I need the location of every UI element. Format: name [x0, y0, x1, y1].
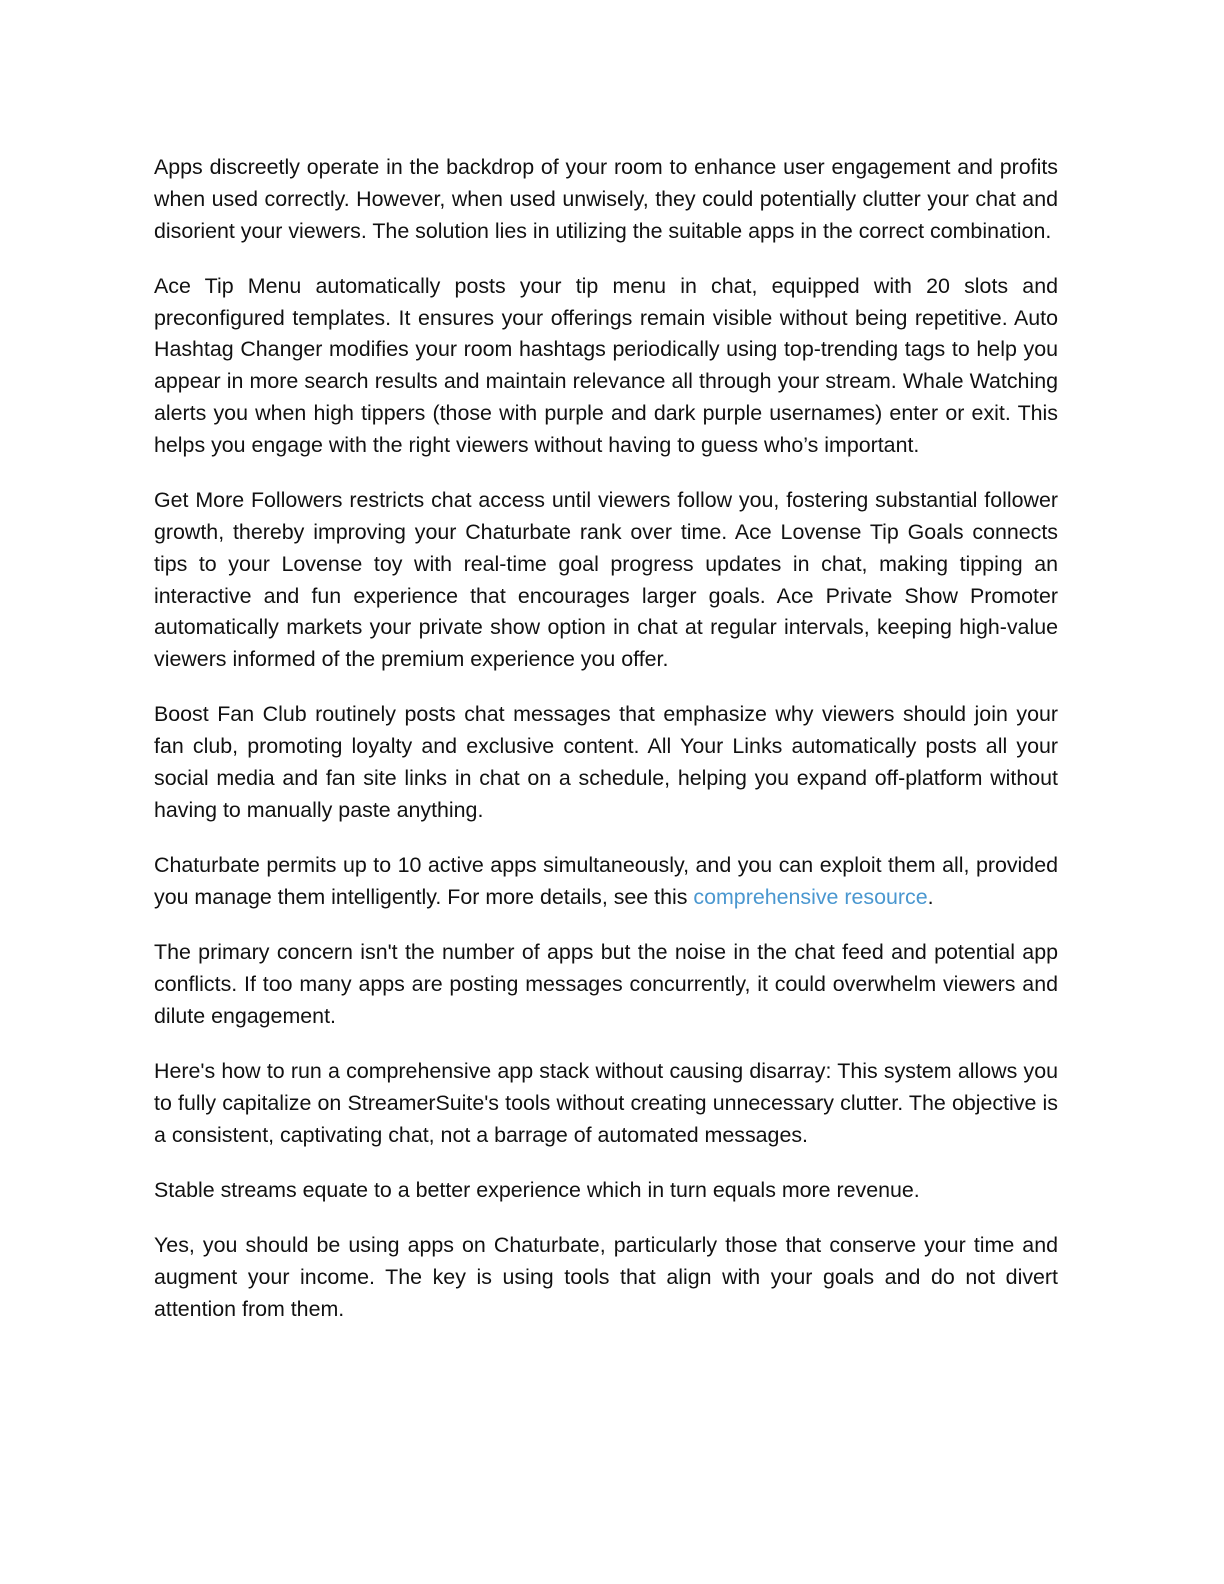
paragraph-followers-lovense-private: Get More Followers restricts chat access until viewers follow you, fostering substantial follower growth, thereby improving your Chaturbate rank over time. Ace Lovense Tip Goals connects tips to your Lovense toy with real-time goal progress updates in chat, making tipping an interactive and fun experience that encourages larger goals. Ace Private Show Promoter automatically markets your private show option in chat at regular intervals, keeping high-value viewers informed of the premium experience you offer. — [154, 488, 1058, 672]
paragraph-conclusion: Yes, you should be using apps on Chaturbate, particularly those that conserve your time and augment your income. The key is using tools that align with your goals and do not divert attention from them. — [154, 1233, 1058, 1321]
paragraph-tip-menu-hashtags-whales: Ace Tip Menu automatically posts your tip menu in chat, equipped with 20 slots and preconfigured templates. It ensures your offerings remain visible without being repetitive. Auto Hashtag Changer modifies your room hashtags periodically using top-trending tags to help you appear in more search results and maintain relevance all through your stream. Whale Watching alerts you when high tippers (those with purple and dark purple usernames) enter or exit. This helps you engage with the right viewers without having to guess who’s important. — [154, 273, 1058, 457]
paragraph-fan-club-links: Boost Fan Club routinely posts chat messages that emphasize why viewers should join your fan club, promoting loyalty and exclusive content. All Your Links automatically posts all your social media and fan site links in chat on a schedule, helping you expand off-platform without having to manually paste anything. — [154, 702, 1058, 822]
paragraph-app-stack: Here's how to run a comprehensive app stack without causing disarray: This system allows you to fully capitalize on StreamerSuite's tools without creating unnecessary clutter. The objective is a consistent, captivating chat, not a barrage of automated messages. — [154, 1059, 1058, 1147]
paragraph-intro: Apps discreetly operate in the backdrop of your room to enhance user engagement and profits when used correctly. However, when used unwisely, they could potentially clutter your chat and disorient your viewers. The solution lies in utilizing the suitable apps in the correct combination. — [154, 155, 1058, 243]
paragraph-app-limit — [154, 850, 1058, 914]
document-body — [154, 152, 1058, 1326]
paragraph-app-limit-period: . — [927, 884, 934, 909]
comprehensive-resource-link[interactable]: comprehensive resource — [693, 884, 928, 909]
paragraph-stable-streams: Stable streams equate to a better experience which in turn equals more revenue. — [154, 1178, 920, 1203]
paragraph-app-limit-text: Chaturbate permits up to 10 active apps simultaneously, and you can exploit them all, provided you manage them intelligently. For more details, see this — [154, 853, 1058, 909]
paragraph-primary-concern: The primary concern isn't the number of apps but the noise in the chat feed and potential app conflicts. If too many apps are posting messages concurrently, it could overwhelm viewers and dilute engagement. — [154, 940, 1058, 1028]
